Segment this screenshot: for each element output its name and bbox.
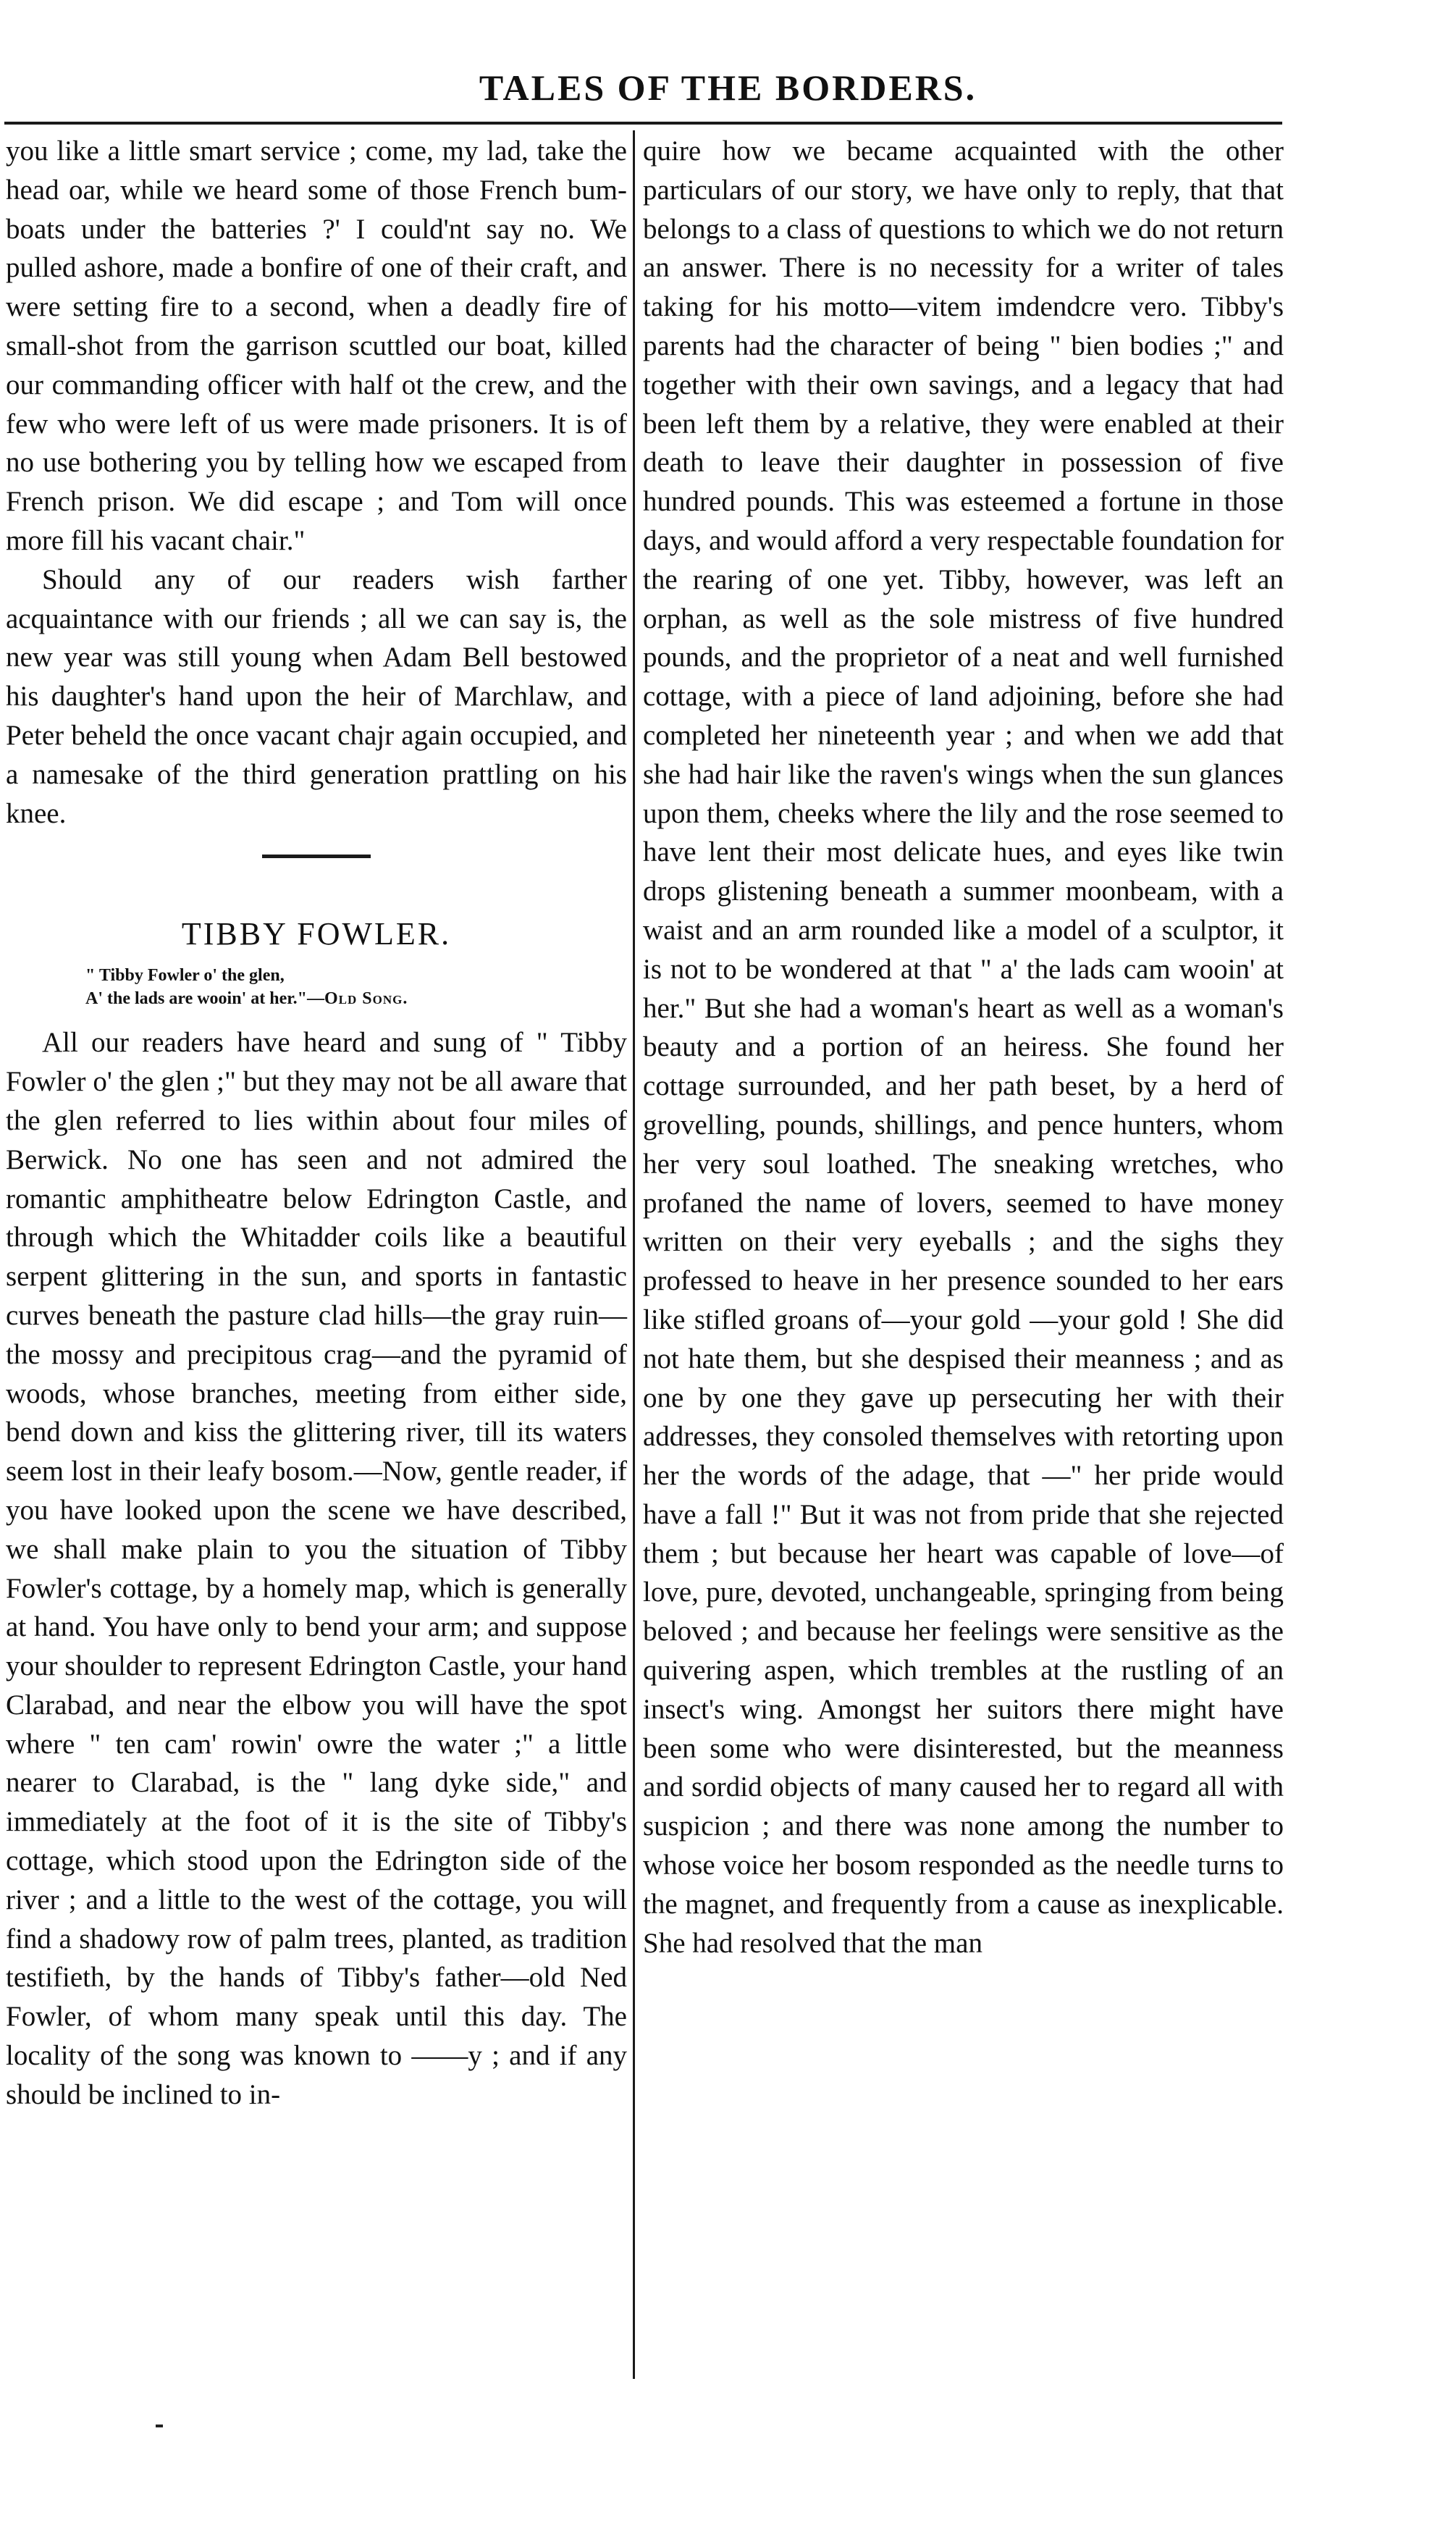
right-column <box>643 132 1284 1962</box>
closing-paragraph: Should any of our readers wish farther acquaintance with our friends ; all we can say is, the new year was still young when Adam Bell bestowed his daughter's hand upon the heir of Marchlaw, and Peter beheld the once vacant chajr again occupied, and a namesake of the third generation prattling on his knee. <box>6 563 627 829</box>
left-column <box>6 132 627 2115</box>
continued-paragraph: you like a little smart service ; come, my lad, take the head oar, while we heard some of those French bum-boats under the batteries ?' I could'nt say no. We pulled ashore, made a bonfire of one of their craft, and were setting fire to a second, when a deadly fire of small-shot from the garrison scuttled our boat, killed our commanding officer with half ot the crew, and the few who were left of us were made prisoners. It is of no use bothering you by telling how we escaped from French prison. We did escape ; and Tom will once more fill his vacant chair." <box>6 135 627 556</box>
epigraph-line-1: " Tibby Fowler o' the glen, <box>85 966 285 986</box>
section-divider <box>262 855 371 858</box>
epigraph <box>85 964 627 1010</box>
epigraph-line-2 <box>85 987 627 1010</box>
article-paragraph-continued: quire how we became acquainted with the other particulars of our story, we have only to reply, that that belongs to a class of questions to which we do not return an answer. There is no necessity for a writer of tales taking for his motto—vitem imdendcre vero. Tibby's parents had the character of being " bien bodies ;" and together with their own savings, and a legacy that had been left them by a relative, they were enabled at their death to leave their daughter in possession of five hundred pounds. This was esteemed a fortune in those days, and would afford a very respectable foundation for the rearing of one yet. Tibby, however, was left an orphan, as well as the sole mistress of five hundred pounds, and the proprietor of a neat and well furnished cottage, with a piece of land adjoining, before she had completed her nineteenth year ; and when we add that she had hair like the raven's wings when the sun glances upon them, cheeks where the lily and the rose seemed to have lent their most delicate hues, and eyes like twin drops glistening beneath a summer moonbeam, with a waist and an arm rounded like a model of a sculptor, it is not to be wondered at that " a' the lads cam wooin' at her." But she had a woman's heart as well as a woman's beauty and a portion of an heiress. She found her cottage surrounded, and her path beset, by a herd of grovelling, pounds, shillings, and pence hunters, whom her very soul loathed. The sneaking wretches, who profaned the name of lovers, seemed to have money written on their very eyeballs ; and the sighs they professed to heave in her presence sounded to her ears like stifled groans of—your gold —your gold ! She did not hate them, but she despised their meanness ; and as one by one they gave up persecuting her with their addresses, they consoled themselves with retorting upon her the words of the adage, that —" her pride would have a fall !" But it was not from pride that she rejected them ; but because her heart was capable of love—of love, pure, devoted, unchangeable, springing from being beloved ; and because her feelings were sensitive as the quivering aspen, which trembles at the rustling of an insect's wing. Amongst her suitors there might have been some who were disinterested, but the meanness and sordid objects of many caused her to regard all with suspicion ; and there was none among the number to whose voice her bosom responded as the needle turns to the magnet, and frequently from a cause as inexplicable. She had resolved that the man <box>643 135 1284 1959</box>
column-rule <box>633 130 635 2379</box>
header-rule <box>4 122 1282 125</box>
epigraph-source: Old Song. <box>324 989 408 1009</box>
epigraph-line-2-text: A' the lads are wooin' at her."— <box>85 989 324 1009</box>
article-paragraph: All our readers have heard and sung of " Tibby Fowler o' the glen ;" but they may not be all aware that the glen referred to lies within about four miles of Berwick. No one has seen and not admired the romantic amphitheatre below Edrington Castle, and through which the Whitadder coils like a beautiful serpent glittering in the sun, and sports in fantastic curves beneath the pasture clad hills—the gray ruin—the mossy and precipitous crag—and the pyramid of woods, whose branches, meeting from either side, bend down and kiss the glittering river, till its waters seem lost in their leafy bosom.—Now, gentle reader, if you have looked upon the scene we have described, we shall make plain to you the situation of Tibby Fowler's cottage, by a homely map, which is generally at hand. You have only to bend your arm; and suppose your shoulder to represent Edrington Castle, your hand Clarabad, and near the elbow you will have the spot where " ten cam' rowin' owre the water ;" a little nearer to Clarabad, is the " lang dyke side," and immediately at the foot of it is the site of Tibby's cottage, which stood upon the Edrington side of the river ; and a little to the west of the cottage, you will find a shadowy row of palm trees, planted, as tradition testifieth, by the hands of Tibby's father—old Ned Fowler, of whom many speak until this day. The locality of the song was known to ——y ; and if any should be inclined to in- <box>6 1027 627 2110</box>
article-title: TIBBY FOWLER. <box>181 916 452 952</box>
print-speck <box>156 2425 163 2427</box>
running-head: TALES OF THE BORDERS. <box>479 67 977 108</box>
